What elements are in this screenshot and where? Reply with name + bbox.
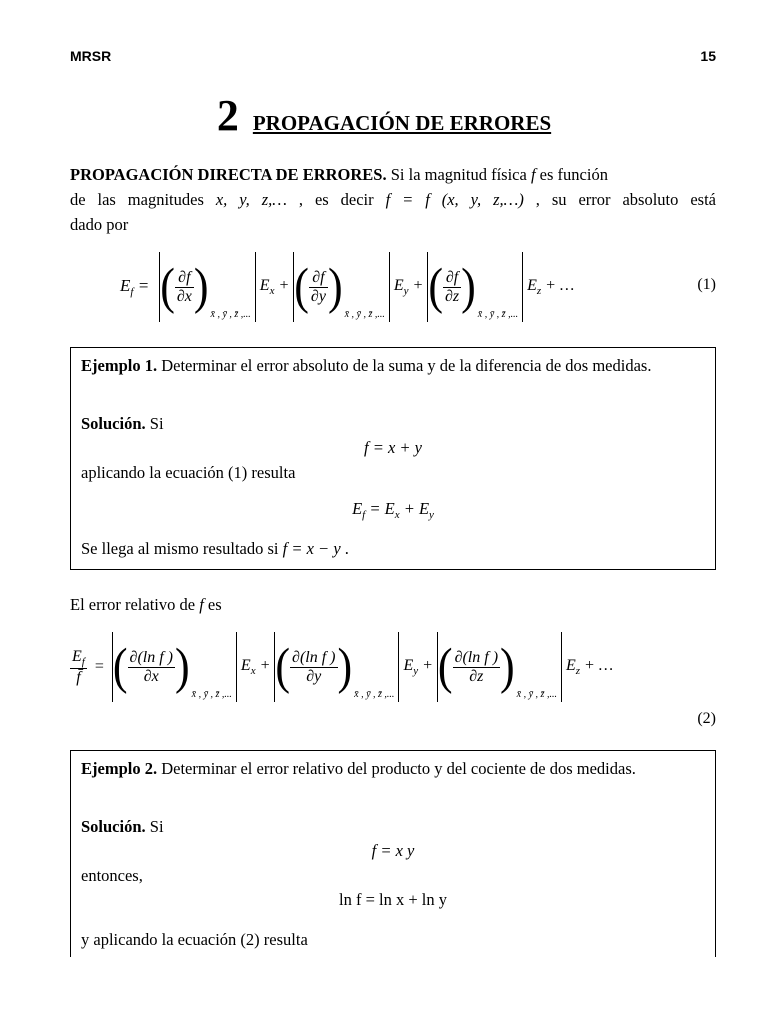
partial-lnf-y: $\frac{\text{∂(ln f )}}{\partial y}$ — [292, 648, 336, 685]
equation-2: $\frac{E_f}{f̄}$ = ( $\frac{\text{∂(ln f )}}{\partial x}$ ) x̄ , ȳ , z̄ ,... $E_x$ + ( $\frac{\text{∂(ln f )}}{\partial y}$ ) x̄ , ȳ , z̄ ,... $E_y$ + ( $\frac{\text{∂(ln f )}}{\partial z}$ ) x̄ , ȳ , z̄ ,... $E_z$ + … — [70, 632, 613, 704]
solution-label: Solución. — [81, 414, 146, 433]
example-1-eq-error: $E_f = E_x + E_y$ — [352, 499, 434, 521]
chapter-title — [0, 90, 768, 141]
example-2-statement: Ejemplo 2. Determinar el error relativo del producto y del cociente de dos medidas. — [81, 759, 636, 778]
partial-f-x: $\frac{\partial f}{\partial x}$ — [176, 268, 192, 305]
equation-1: $E_f$ = ( $\frac{\partial f}{\partial x}$ ) x̄ , ȳ , z̄ ,... $E_x$ + ( $\frac{\partial f}{\partial y}$ ) x̄ , ȳ , z̄ ,... $E_y$ + ( $\frac{\partial f}{\partial z}$ ) x̄ , ȳ , z̄ ,... $E_z$ + … — [120, 252, 574, 324]
example-1-apply-line: aplicando la ecuación (1) resulta — [81, 463, 296, 482]
chapter-title-text: PROPAGACIÓN DE ERRORES — [252, 111, 552, 135]
example-2-then-line: entonces, — [81, 866, 143, 885]
example-1-eq-sum: f = x + y — [364, 438, 422, 457]
intro-line-3: dado por — [70, 215, 129, 234]
partial-f-z: $\frac{\partial f}{\partial z}$ — [445, 268, 460, 305]
relative-error-fraction: $\frac{E_f}{f̄}$ — [72, 647, 85, 686]
solution-label: Solución. — [81, 817, 146, 836]
equation-number-1: (1) — [697, 276, 716, 293]
example-1-box — [70, 347, 716, 570]
chapter-number: 2 — [216, 91, 239, 140]
abs-bar — [236, 632, 237, 702]
example-2-box — [70, 750, 716, 957]
running-header-left: MRSR — [70, 48, 112, 64]
example-2-eq-log: ln f = ln x + ln y — [339, 890, 447, 909]
section-heading: PROPAGACIÓN DIRECTA DE ERRORES. — [70, 165, 387, 184]
example-2-solution: Solución. Si — [81, 817, 164, 836]
abs-bar — [389, 252, 390, 322]
partial-lnf-x: $\frac{\text{∂(ln f )}}{\partial x}$ — [129, 648, 173, 685]
example-1-statement: Ejemplo 1. Determinar el error absoluto de la suma y de la diferencia de dos medidas. — [81, 356, 652, 375]
abs-bar — [255, 252, 256, 322]
example-2-label: Ejemplo 2. — [81, 759, 158, 778]
abs-bar — [522, 252, 523, 322]
intro-paragraph — [70, 162, 716, 237]
example-1-conclusion: Se llega al mismo resultado si f = x − y . — [81, 539, 349, 558]
abs-bar — [398, 632, 399, 702]
equation-number-2: (2) — [697, 710, 716, 727]
example-1-solution: Solución. Si — [81, 414, 164, 433]
intro-line-2: de las magnitudes x, y, z,… , es decir f = f (x, y, z,…) , su error absoluto está — [70, 190, 716, 209]
example-2-apply-line: y aplicando la ecuación (2) resulta — [81, 930, 308, 949]
abs-bar — [561, 632, 562, 702]
intro-line-1: PROPAGACIÓN DIRECTA DE ERRORES. Si la magnitud física f es función — [70, 165, 608, 184]
relative-error-line: El error relativo de f es — [70, 595, 222, 614]
example-2-eq-product: f = x y — [371, 841, 415, 860]
page-number: 15 — [700, 48, 716, 64]
partial-f-y: $\frac{\partial f}{\partial y}$ — [310, 268, 326, 305]
example-1-label: Ejemplo 1. — [81, 356, 158, 375]
partial-lnf-z: $\frac{\text{∂(ln f )}}{\partial z}$ — [454, 648, 499, 685]
